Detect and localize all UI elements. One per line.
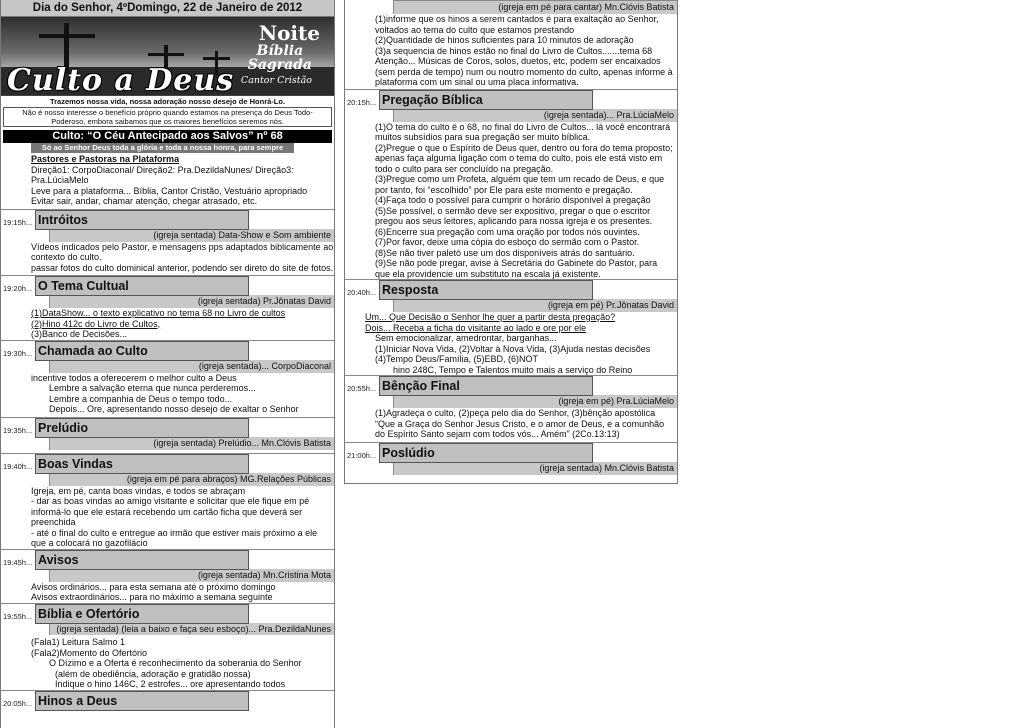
- section-body: [1, 486, 334, 549]
- section-title: Poslúdio: [379, 443, 593, 463]
- body-line: Lembre a salvação eterna que nunca perderemos...: [49, 383, 256, 393]
- section-responsible: (igreja sentada)... Pra.LúciaMelo: [393, 109, 677, 122]
- body-line: passar fotos do culto dominical anterior, podendo ser direto do site de fotos.: [31, 262, 334, 273]
- body-line: hino 248C, Tempo e Talentos muito mais a serviço do Reino: [393, 364, 633, 375]
- culto-banner: [1, 17, 334, 96]
- theme-subtitle: Só ao Senhor Deus toda a glória e toda a nossa honra, para sempre: [31, 143, 294, 153]
- section-time: 21:00h...: [347, 450, 377, 460]
- biblia-line-1: Bíblia: [256, 43, 304, 59]
- body-line: Avisos extraordinários... para no máximo a semana seguinte: [31, 592, 273, 602]
- section-bencao: [345, 375, 677, 395]
- body-line: Sem emocionalizar, amedrontar, barganhas...: [375, 333, 557, 343]
- section-body: [345, 14, 677, 88]
- section-responsible: (igreja sentada) Pr.Jônatas David: [49, 295, 334, 308]
- section-body: [1, 373, 334, 415]
- body-line: “Que a Graça do Senhor Jesus Cristo, e o amor de Deus, e a comunhão do Espírito Santo sejam com todos vós... Amém” (2Co.13:13): [375, 418, 665, 439]
- section-time: 19:45h...: [3, 557, 33, 567]
- section-title: Bíblia e Ofertório: [35, 604, 249, 624]
- section-time: 20:40h...: [347, 288, 377, 297]
- body-line: Indique o hino 146C, 2 estrofes... ore apresentando todos: [55, 679, 286, 689]
- section-chamada: [1, 340, 334, 360]
- body-line: (Fala1) Leitura Salmo 1: [31, 637, 126, 647]
- body-line: (2)Quantidade de hinos suficientes para 10 minutos de adoração: [375, 35, 634, 45]
- section-time: 20:05h...: [3, 698, 33, 708]
- biblia-sagrada-label: [248, 44, 312, 72]
- section-tema-cultual: [1, 275, 334, 295]
- section-responsible: (igreja sentada)... CorpoDiaconal: [49, 360, 334, 373]
- section-time: 19:55h...: [3, 611, 33, 621]
- body-line: (1)O tema do culto é o 68, no final do Livro de Cultos... lá você encontrará muitos subsídios para sua pregação ser muito bíblica.: [375, 121, 671, 142]
- section-pregacao: [345, 89, 677, 109]
- section-title: Intróitos: [35, 210, 249, 230]
- section-title: Boas Vindas: [35, 454, 249, 474]
- body-line: Dois... Receba a ficha do visitante ao lado e ore por ele: [365, 322, 587, 333]
- body-line: (1)informe que os hinos a serem cantados é para exaltação ao Senhor, voltados ao tema do culto que estamos prestando: [375, 14, 659, 35]
- section-body: [345, 312, 677, 375]
- body-line: (9)Se não pode pregar, avise à Secretária do Gabinete do Pastor, para que ela providencie um substituto na escala já existente.: [375, 258, 658, 279]
- section-title: Bênção Final: [379, 376, 593, 396]
- section-title: Resposta: [379, 280, 593, 300]
- body-line: (5)Se possível, o sermão deve ser expositivo, pregar o que o escritor pregou aos seus leitores, aplicando para nossa igreja e os presentes.: [375, 205, 653, 226]
- body-line: Um... Que Decisão o Senhor lhe quer a partir desta pregação?: [365, 312, 616, 322]
- culto-a-deus-logo: Culto a Deus: [7, 63, 235, 96]
- notice: Não é nosso interesse o benefício próprio quando estamos na presença do Deus Todo-Poderoso, embora saibamos que os maiores benefícios seremos nós.: [3, 107, 332, 127]
- section-avisos: [1, 549, 334, 569]
- section-hinos: [1, 690, 334, 710]
- section-time: 20:55h...: [347, 384, 377, 393]
- section-responsible: (igreja em pé para cantar) Mn.Clóvis Batista: [393, 0, 677, 14]
- section-title: Chamada ao Culto: [35, 341, 249, 361]
- section-title: Avisos: [35, 550, 249, 570]
- body-line: - dar as boas vindas ao amigo visitante e solicitar que ele fique em pé informá-lo que ele estará recebendo um cartão ficha que deverá ser preenchida: [31, 496, 310, 527]
- section-body: [345, 408, 677, 440]
- body-line: (7)Por favor, deixe uma cópia do esboço do sermão com o Pastor.: [375, 237, 640, 247]
- body-line: (Fala2)Momento do Ofertório: [31, 647, 148, 658]
- program-right-column: [344, 0, 678, 484]
- section-time: 19:30h...: [3, 348, 33, 358]
- body-line: (4)Faça todo o possível para cumprir o horário disponível à pregação: [375, 195, 651, 205]
- noite-label: Noite: [258, 21, 320, 45]
- section-responsible: (igreja em pé) Pr.Jônatas David: [393, 299, 677, 312]
- body-line: (8)Se não tiver paletó use um dos disponíveis atrás do santuário.: [375, 247, 635, 258]
- section-responsible: (igreja sentada) Mn.Cristina Mota: [49, 569, 334, 582]
- cantor-cristao-label: Cantor Cristão: [240, 75, 312, 86]
- section-time: 19:20h...: [3, 284, 33, 293]
- section-time: 20:15h...: [347, 97, 377, 107]
- theme-title: Culto: “O Céu Antecipado aos Salvos” nº 68: [3, 130, 332, 143]
- section-body: [345, 122, 677, 280]
- section-body: [1, 242, 334, 274]
- section-responsible: (igreja sentada) Prelúdio... Mn.Clóvis Batista: [49, 437, 334, 450]
- section-body: [1, 308, 334, 340]
- section-responsible: (igreja sentada) (leia a baixo e faça seu esboço)... Pra.DezildaNunes: [49, 623, 334, 636]
- body-line: Igreja, em pé, canta boas vindas, e todos se abraçam: [31, 485, 246, 496]
- intro-line: Leve para a plataforma... Bíblia, Cantor Cristão, Vestuário apropriado: [31, 185, 308, 196]
- biblia-line-2: Sagrada: [247, 57, 312, 73]
- body-line: (2)Hino 412c do Livro de Cultos,: [31, 318, 161, 329]
- body-line: (4)Tempo Deus/Família, (5)EBD, (6)NOT: [375, 354, 539, 364]
- body-line: (1)Iniciar Nova Vida, (2)Voltar à Nova Vida, (3)Ajuda nestas decisões: [375, 343, 651, 354]
- intro-line: Direção1: CorpoDiaconal/ Direção2: Pra.DezildaNunes/ Direção3: Pra.LúciaMelo: [31, 164, 294, 185]
- body-line: (além de obediência, adoração e gratidão nossa): [55, 668, 251, 679]
- body-line: incentive todos a oferecerem o melhor culto a Deus: [31, 372, 237, 383]
- section-body: [1, 635, 334, 690]
- body-line: (3)Pregue como um Profeta, alguém que tem um recado de Deus, e que por tanto, foi “escolhido” por Ele para este momento e pregação.: [375, 174, 665, 195]
- section-title: Prelúdio: [35, 418, 249, 438]
- body-line: (6)Encerre sua pregação com uma oração por todos nós ouvintes.: [375, 226, 640, 237]
- body-line: (2)Pregue o que o Espírito de Deus quer, dentro ou fora do tema proposto; apenas faça alguma ligação com o tema do culto, pois ele está visto em todo o culto para ser concluído na pregação.: [375, 142, 673, 174]
- section-title: Pregação Bíblica: [379, 90, 593, 110]
- date-header: Dia do Senhor, 4ºDomingo, 22 de Janeiro de 2012: [1, 0, 334, 17]
- section-time: 19:35h...: [3, 425, 33, 435]
- body-line: Depois... Ore, apresentando nosso desejo de exaltar o Senhor: [49, 404, 299, 414]
- section-responsible: (igreja em pé) Pra.LúciaMelo: [393, 395, 677, 408]
- body-line: (3)a sequencia de hinos estão no final do Livro de Cultos.......tema 68 Atenção... Músicas de Coros, solos, duetos, etc, podem ser encaixados (sem perda de tempo) num ou noutro momento do culto, apenas informe à plataforma com um sinal ou uma placa informativa.: [375, 45, 673, 87]
- section-time: 19:15h...: [3, 217, 33, 227]
- body-line: - até o final do culto e entregue ao irmão que estiver mais próximo a ele que a colocará no gazofilácio: [31, 527, 318, 548]
- body-line: (1)DataShow... o texto explicativo no tema 68 no Livro de cultos: [31, 308, 286, 318]
- body-line: Lembre a companhia de Deus o tempo todo...: [49, 393, 233, 404]
- program-left-column: [0, 0, 335, 728]
- section-responsible: (igreja sentada) Mn.Clóvis Batista: [393, 462, 677, 475]
- section-title: Hinos a Deus: [35, 691, 249, 711]
- intro-line: Evitar sair, andar, chamar atenção, chegar atrasado, etc.: [31, 196, 258, 206]
- section-title: O Tema Cultual: [35, 276, 249, 296]
- section-resposta: [345, 279, 677, 299]
- section-boas-vindas: [1, 453, 334, 473]
- section-introitos: [1, 209, 334, 229]
- body-line: (1)Agradeça o culto, (2)peça pelo dia do Senhor, (3)bênção apostólica: [375, 408, 656, 418]
- body-line: (3)Banco de Decisões...: [31, 329, 128, 339]
- section-preludio: [1, 417, 334, 437]
- motto: Trazemos nossa vida, nossa adoração nosso desejo de Honrá-Lo.: [49, 97, 286, 106]
- section-biblia-ofertorio: [1, 603, 334, 623]
- section-posludio: [345, 442, 677, 462]
- intro-block: [1, 153, 334, 207]
- section-responsible: (igreja sentada) Data-Show e Som ambiente: [49, 229, 334, 242]
- section-time: 19:40h...: [3, 461, 33, 471]
- body-line: Vídeos indicados pelo Pastor, e mensagens pps adaptados biblicamente ao contexto do culto.: [31, 241, 334, 262]
- body-line: Avisos ordinários... para esta semana até o próximo domingo: [31, 581, 276, 592]
- body-line: O Dízimo e a Oferta é reconhecimento da soberania do Senhor: [49, 658, 302, 668]
- intro-title: Pastores e Pastoras na Plataforma: [31, 154, 180, 164]
- section-responsible: (igreja em pé para abraços) MG.Relações Públicas: [49, 473, 334, 486]
- section-body: [1, 582, 334, 603]
